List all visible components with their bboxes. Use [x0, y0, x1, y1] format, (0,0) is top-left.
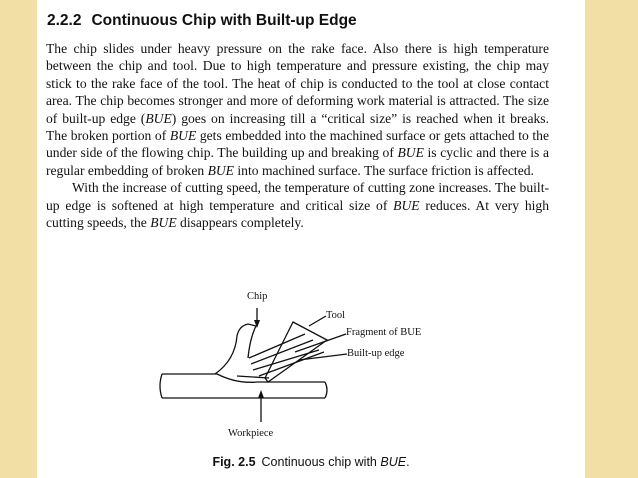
- text-run: The chip slides under heavy pressure on the rake face. Also there is high temperature between the chip and tool. Due to high temperature and pressure existing, the chip may stick to the rake face of the tool. The heat of chip is conducted to the tool at close contact area. The chip becomes stronger and more of deforming work material is attracted. The size of built-up edge (: [46, 41, 549, 126]
- text-run: disappears completely.: [176, 215, 304, 231]
- workpiece-left-edge: [160, 374, 162, 398]
- figure-bue-diagram: [37, 288, 585, 438]
- italic-term: BUE: [397, 145, 424, 161]
- text-run: gets embedded into the machined surface or gets attached to the under side of the flowing chip. The building up and breaking of: [46, 128, 549, 161]
- italic-term: BUE: [207, 162, 234, 178]
- workpiece-outline: [162, 374, 325, 382]
- label-fragment-of-bue: Fragment of BUE: [346, 327, 422, 338]
- bue-layer: [237, 376, 269, 378]
- workpiece-right-edge: [325, 382, 327, 398]
- bue-diagram: [37, 288, 585, 438]
- tool-leader: [309, 316, 326, 326]
- text-run: With the increase of cutting speed, the temperature of cutting zone increases. The built-up edge is softened at high temperature and critical size of: [46, 180, 549, 213]
- text-run: reduces. At very high cutting speeds, the: [46, 197, 549, 231]
- paragraph: [46, 179, 549, 231]
- caption-italic: BUE: [380, 455, 407, 469]
- section-number: 2.2.2: [47, 12, 82, 29]
- label-tool: Tool: [326, 310, 346, 321]
- label-workpiece: Workpiece: [228, 428, 274, 439]
- text-run: is cyclic and there is a regular embedding of broken: [46, 145, 549, 178]
- section-heading: [47, 12, 357, 30]
- text-run: ) goes on increasing till a “critical size” is reached when it breaks. The broken portion of: [46, 110, 549, 144]
- paragraph: [46, 40, 549, 179]
- document-page: [37, 0, 585, 478]
- chip-top-edge: [248, 324, 256, 326]
- italic-term: BUE: [145, 110, 172, 126]
- italic-term: BUE: [393, 197, 420, 213]
- bue-layer: [259, 352, 324, 376]
- label-chip: Chip: [247, 291, 268, 302]
- workpiece-arrowhead: [258, 390, 264, 398]
- italic-term: BUE: [169, 128, 197, 144]
- caption-text: Continuous chip with: [261, 455, 381, 469]
- figure-caption: [37, 455, 585, 469]
- body-text: [46, 40, 549, 231]
- chip-right-edge: [248, 326, 256, 358]
- section-title: Continuous Chip with Built-up Edge: [91, 12, 357, 29]
- label-built-up-edge: Built-up edge: [347, 348, 405, 359]
- italic-term: BUE: [150, 215, 177, 231]
- caption-number: Fig. 2.5: [212, 455, 256, 469]
- chip-left-edge: [215, 324, 248, 374]
- text-run: into machined surface. The surface friction is affected.: [234, 162, 534, 178]
- caption-suffix: .: [406, 455, 410, 469]
